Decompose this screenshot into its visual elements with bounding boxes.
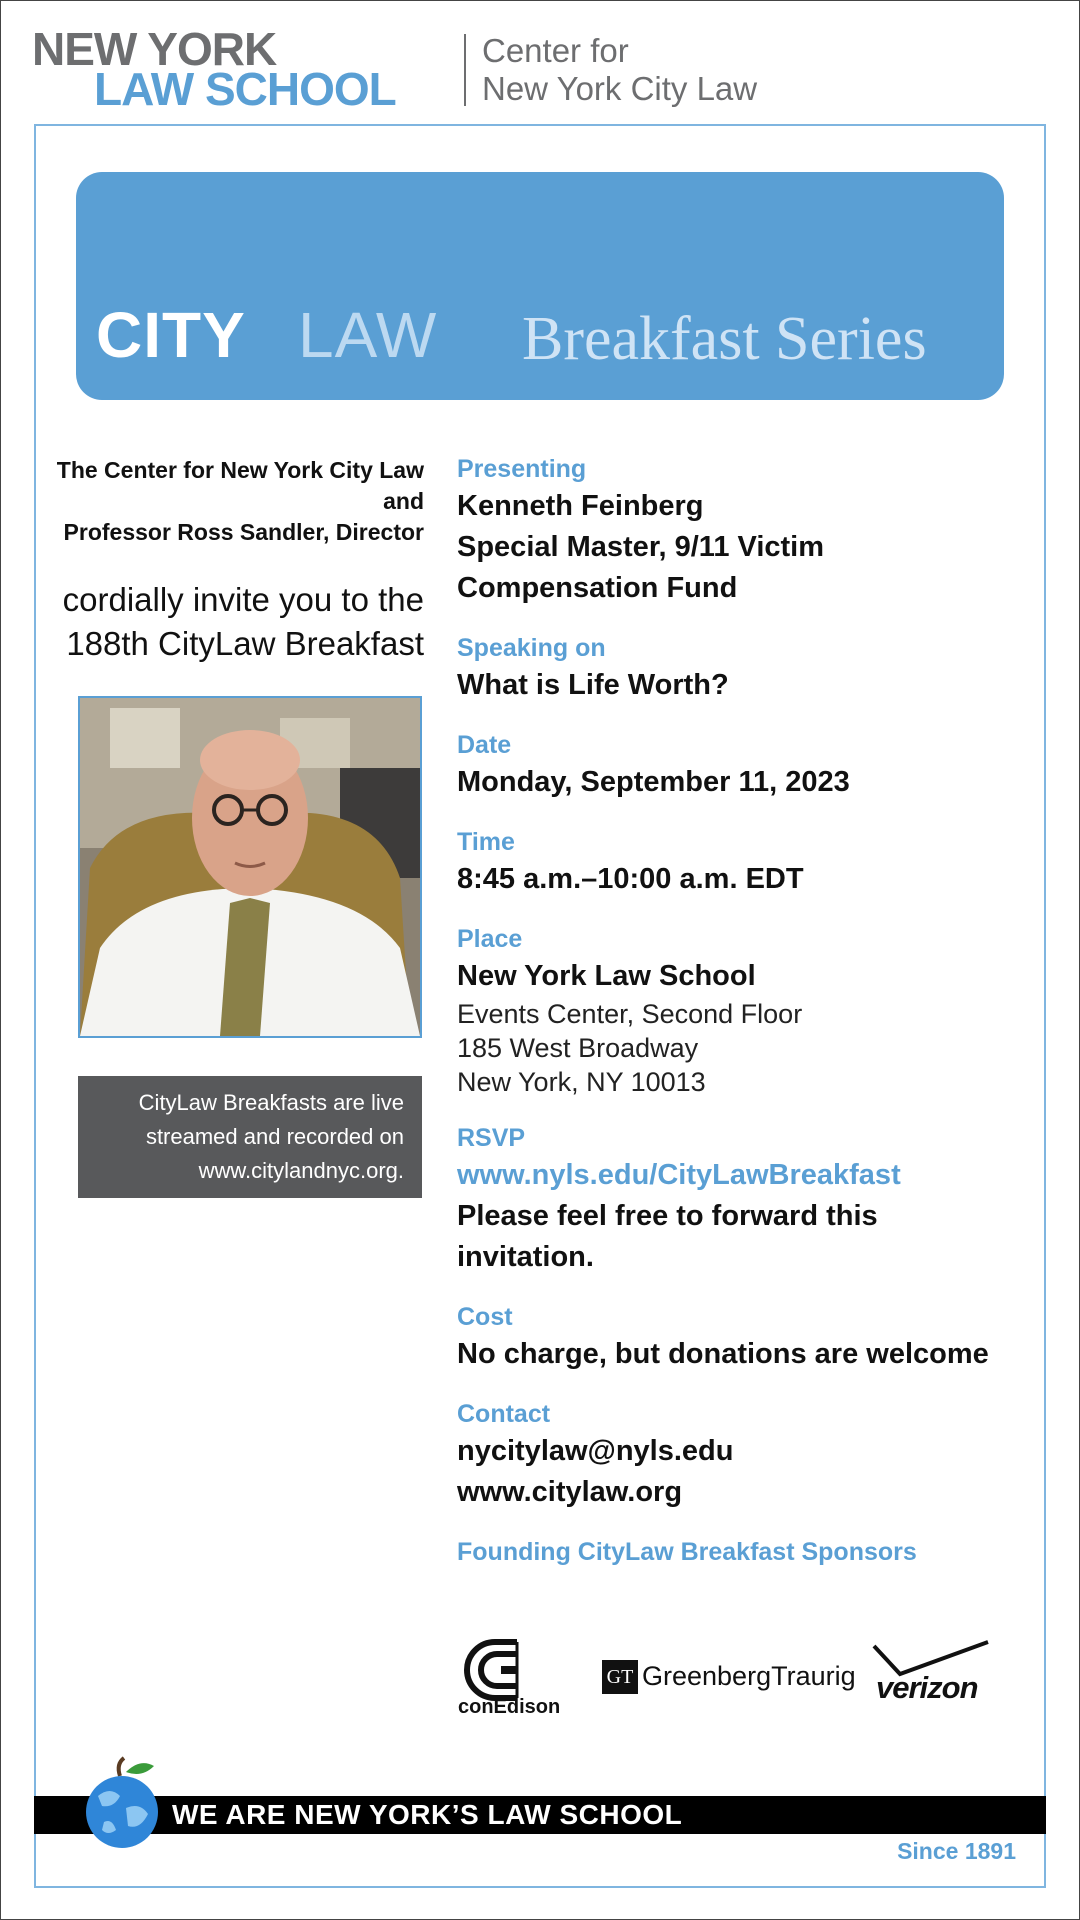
- event-time: 8:45 a.m.–10:00 a.m. EDT: [457, 863, 804, 895]
- cost-label: Cost: [457, 1303, 513, 1331]
- banner-law: LAW: [298, 299, 438, 371]
- host-block: [57, 455, 424, 548]
- apple-globe-icon: [80, 1756, 170, 1848]
- livestream-line1: CityLaw Breakfasts are live: [138, 1090, 404, 1115]
- contact-email[interactable]: nycitylaw@nyls.edu: [457, 1435, 734, 1467]
- speaker-portrait-image: [80, 698, 420, 1036]
- cost-group: [457, 1300, 1017, 1375]
- invite-line2: 188th CityLaw Breakfast: [66, 625, 424, 662]
- place-line2: 185 West Broadway: [457, 1033, 699, 1063]
- contact-group: [457, 1397, 1017, 1513]
- nyls-logo-line2: LAW SCHOOL: [94, 63, 396, 115]
- center-name: [482, 32, 757, 108]
- time-label: Time: [457, 828, 515, 856]
- livestream-line2: streamed and recorded on: [145, 1124, 404, 1149]
- rsvp-group: [457, 1121, 1017, 1278]
- speaking-label: Speaking on: [457, 634, 606, 662]
- host-line3: Professor Ross Sandler, Director: [63, 519, 424, 545]
- rsvp-label: RSVP: [457, 1124, 526, 1152]
- rsvp-link[interactable]: www.nyls.edu/CityLawBreakfast: [457, 1159, 901, 1191]
- center-name-line1: Center for: [482, 32, 629, 69]
- nyls-logo-line1: NEW YORK: [32, 23, 277, 75]
- invite-line1: cordially invite you to the: [62, 581, 424, 618]
- conedison-name: conEdison: [458, 1696, 561, 1718]
- place-label: Place: [457, 925, 523, 953]
- invite-text: [63, 578, 424, 666]
- place-name: New York Law School: [457, 960, 756, 992]
- date-group: [457, 728, 1017, 803]
- place-group: [457, 922, 1017, 1099]
- banner-city: CITY: [96, 299, 246, 371]
- cost: No charge, but donations are welcome: [457, 1338, 989, 1370]
- livestream-note-box: [78, 1076, 422, 1198]
- presenting-label: Presenting: [457, 455, 587, 483]
- event-date: Monday, September 11, 2023: [457, 766, 850, 798]
- presenter-title-line1: Special Master, 9/11 Victim: [457, 531, 825, 563]
- livestream-link[interactable]: www.citylandnyc.org.: [198, 1158, 404, 1183]
- host-line1: The Center for New York City Law: [56, 457, 424, 483]
- topic-group: [457, 631, 1017, 706]
- presenting-group: [457, 452, 1017, 609]
- rsvp-note: Please feel free to forward this invitation.: [457, 1200, 878, 1273]
- livestream-note: [139, 1086, 404, 1188]
- speaker-photo: [78, 696, 422, 1038]
- host-line2: and: [383, 488, 424, 514]
- greenberg-traurig-name: GreenbergTraurig: [642, 1661, 856, 1691]
- gt-mark: GT: [602, 1660, 638, 1694]
- place-line1: Events Center, Second Floor: [457, 999, 803, 1029]
- place-line3: New York, NY 10013: [457, 1067, 706, 1097]
- presenter-name: Kenneth Feinberg: [457, 490, 704, 522]
- topic: What is Life Worth?: [457, 669, 729, 701]
- banner-series: Breakfast Series: [522, 305, 927, 373]
- presenter-title-line2: Compensation Fund: [457, 572, 738, 604]
- since-year: Since 1891: [897, 1838, 1016, 1864]
- event-details: [457, 452, 1017, 1569]
- contact-website[interactable]: www.citylaw.org: [457, 1476, 683, 1508]
- footer-tagline: WE ARE NEW YORK’S LAW SCHOOL: [172, 1799, 683, 1830]
- contact-label: Contact: [457, 1400, 551, 1428]
- center-name-line2: New York City Law: [482, 70, 758, 107]
- header-divider: [464, 34, 466, 106]
- date-label: Date: [457, 731, 512, 759]
- sponsors-label: Founding CityLaw Breakfast Sponsors: [457, 1538, 917, 1566]
- time-group: [457, 825, 1017, 900]
- verizon-name: verizon: [876, 1670, 978, 1705]
